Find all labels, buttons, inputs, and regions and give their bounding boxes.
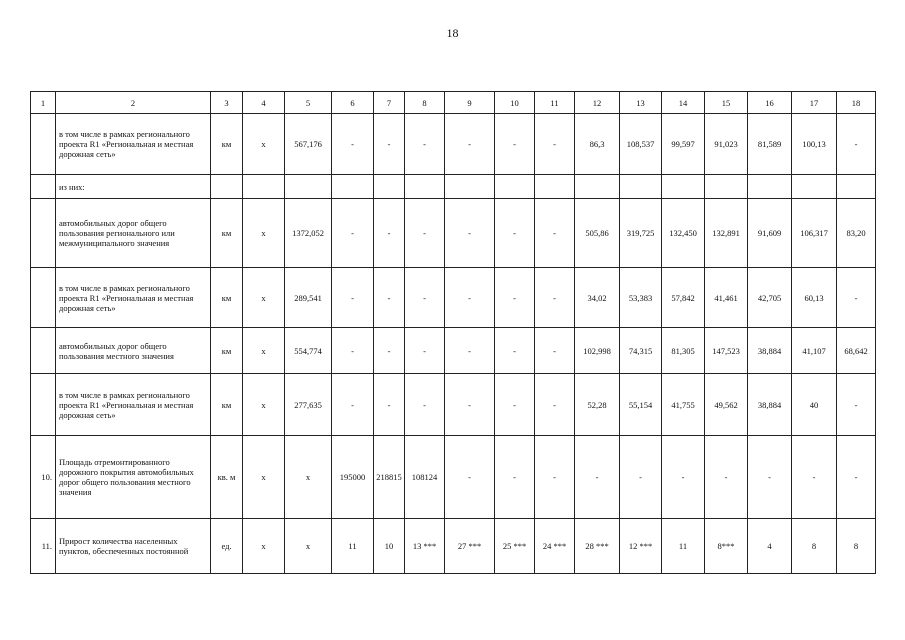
table-cell: х: [243, 328, 285, 374]
table-cell: х: [243, 374, 285, 436]
table-cell: -: [495, 436, 535, 519]
table-cell: -: [374, 374, 405, 436]
table-cell: 74,315: [620, 328, 662, 374]
table-cell: [445, 175, 495, 199]
table-cell: 13 ***: [405, 519, 445, 574]
row-number: [31, 114, 56, 175]
table-cell: х: [243, 114, 285, 175]
row-description: из них:: [56, 175, 211, 199]
table-cell: -: [445, 268, 495, 328]
row-description: Площадь отремонтированного дорожного покрытия автомобильных дорог общего пользования местного значения: [56, 436, 211, 519]
table-row: [31, 519, 876, 574]
unit-cell: ед.: [211, 519, 243, 574]
unit-cell: км: [211, 374, 243, 436]
table-cell: -: [332, 268, 374, 328]
table-cell: 8: [792, 519, 837, 574]
table-cell: -: [837, 268, 876, 328]
table-cell: -: [374, 268, 405, 328]
table-cell: 91,609: [748, 199, 792, 268]
table-cell: 1372,052: [285, 199, 332, 268]
row-description: в том числе в рамках регионального проекта R1 «Региональная и местная дорожная сеть»: [56, 114, 211, 175]
table-cell: 289,541: [285, 268, 332, 328]
row-number: 10.: [31, 436, 56, 519]
table-cell: 41,755: [662, 374, 705, 436]
row-description: автомобильных дорог общего пользования регионального или межмуниципального значения: [56, 199, 211, 268]
unit-cell: км: [211, 268, 243, 328]
table-cell: -: [495, 268, 535, 328]
table-cell: -: [405, 199, 445, 268]
table-cell: 319,725: [620, 199, 662, 268]
table-cell: -: [374, 114, 405, 175]
table-cell: -: [837, 114, 876, 175]
table-cell: 55,154: [620, 374, 662, 436]
table-cell: [705, 175, 748, 199]
table-cell: 41,461: [705, 268, 748, 328]
table-cell: 505,86: [575, 199, 620, 268]
table-cell: 81,589: [748, 114, 792, 175]
table-cell: 38,884: [748, 328, 792, 374]
table-cell: -: [535, 268, 575, 328]
table-cell: -: [535, 374, 575, 436]
table-cell: 41,107: [792, 328, 837, 374]
header-cell: 16: [748, 92, 792, 114]
table-cell: [748, 175, 792, 199]
table-cell: -: [445, 328, 495, 374]
header-cell: 12: [575, 92, 620, 114]
page-number: 18: [446, 26, 459, 40]
table-cell: -: [332, 114, 374, 175]
table-cell: 132,450: [662, 199, 705, 268]
table-cell: х: [243, 436, 285, 519]
table-cell: -: [535, 328, 575, 374]
table-cell: [792, 175, 837, 199]
header-cell: 6: [332, 92, 374, 114]
table-cell: 91,023: [705, 114, 748, 175]
header-row: [31, 92, 876, 114]
table-cell: -: [445, 199, 495, 268]
unit-cell: км: [211, 199, 243, 268]
table-cell: -: [535, 436, 575, 519]
table-cell: [620, 175, 662, 199]
table-cell: -: [495, 374, 535, 436]
row-number: 11.: [31, 519, 56, 574]
table-cell: 86,3: [575, 114, 620, 175]
unit-cell: км: [211, 328, 243, 374]
table-cell: х: [243, 199, 285, 268]
table-cell: 100,13: [792, 114, 837, 175]
table-cell: -: [535, 114, 575, 175]
table-cell: -: [792, 436, 837, 519]
table-cell: 49,562: [705, 374, 748, 436]
table-row: [31, 436, 876, 519]
table-cell: 27 ***: [445, 519, 495, 574]
table-cell: 53,383: [620, 268, 662, 328]
row-number: [31, 328, 56, 374]
row-description: в том числе в рамках регионального проекта R1 «Региональная и местная дорожная сеть»: [56, 268, 211, 328]
table-cell: -: [374, 328, 405, 374]
header-cell: 17: [792, 92, 837, 114]
table-cell: 68,642: [837, 328, 876, 374]
table-cell: 132,891: [705, 199, 748, 268]
table-cell: 34,02: [575, 268, 620, 328]
table-cell: х: [243, 519, 285, 574]
table-cell: 42,705: [748, 268, 792, 328]
table-cell: [837, 175, 876, 199]
table-cell: 567,176: [285, 114, 332, 175]
header-cell: 10: [495, 92, 535, 114]
table-cell: [662, 175, 705, 199]
table-cell: -: [575, 436, 620, 519]
table-cell: 25 ***: [495, 519, 535, 574]
table-cell: 108,537: [620, 114, 662, 175]
header-cell: 9: [445, 92, 495, 114]
table-row: [31, 175, 876, 199]
header-cell: 5: [285, 92, 332, 114]
table-row: [31, 328, 876, 374]
table-cell: 81,305: [662, 328, 705, 374]
table-cell: [332, 175, 374, 199]
header-cell: 13: [620, 92, 662, 114]
row-number: [31, 175, 56, 199]
header-cell: 11: [535, 92, 575, 114]
table-cell: 10: [374, 519, 405, 574]
table-cell: -: [495, 114, 535, 175]
table-cell: -: [445, 374, 495, 436]
table-row: [31, 268, 876, 328]
table-cell: 195000: [332, 436, 374, 519]
table-cell: 52,28: [575, 374, 620, 436]
table-cell: -: [748, 436, 792, 519]
table-cell: -: [620, 436, 662, 519]
table-cell: 106,317: [792, 199, 837, 268]
row-number: [31, 199, 56, 268]
table-cell: 11: [332, 519, 374, 574]
table-cell: 38,884: [748, 374, 792, 436]
header-cell: 1: [31, 92, 56, 114]
header-cell: 3: [211, 92, 243, 114]
unit-cell: кв. м: [211, 436, 243, 519]
table-cell: -: [374, 199, 405, 268]
table-cell: х: [285, 436, 332, 519]
header-cell: 7: [374, 92, 405, 114]
data-table: [30, 91, 876, 574]
table-cell: 12 ***: [620, 519, 662, 574]
table-cell: 60,13: [792, 268, 837, 328]
table-cell: 99,597: [662, 114, 705, 175]
table-cell: 57,842: [662, 268, 705, 328]
table-row: [31, 374, 876, 436]
table-cell: -: [405, 374, 445, 436]
table-cell: 218815: [374, 436, 405, 519]
header-cell: 4: [243, 92, 285, 114]
table-cell: 554,774: [285, 328, 332, 374]
table-cell: 8***: [705, 519, 748, 574]
table-cell: 147,523: [705, 328, 748, 374]
table-cell: 108124: [405, 436, 445, 519]
row-number: [31, 268, 56, 328]
unit-cell: [211, 175, 243, 199]
table-cell: -: [705, 436, 748, 519]
header-cell: 8: [405, 92, 445, 114]
unit-cell: км: [211, 114, 243, 175]
row-number: [31, 374, 56, 436]
table-cell: 40: [792, 374, 837, 436]
table-cell: -: [445, 114, 495, 175]
table-cell: [374, 175, 405, 199]
table-cell: [535, 175, 575, 199]
table-cell: -: [837, 436, 876, 519]
table-row: [31, 199, 876, 268]
table-cell: [405, 175, 445, 199]
table-cell: -: [495, 328, 535, 374]
table-cell: х: [243, 268, 285, 328]
table-cell: -: [535, 199, 575, 268]
table-cell: 11: [662, 519, 705, 574]
table-cell: 4: [748, 519, 792, 574]
table-cell: -: [445, 436, 495, 519]
row-description: в том числе в рамках регионального проекта R1 «Региональная и местная дорожная сеть»: [56, 374, 211, 436]
row-description: Прирост количества населенных пунктов, обеспеченных постоянной: [56, 519, 211, 574]
table-cell: -: [405, 268, 445, 328]
header-cell: 14: [662, 92, 705, 114]
table-cell: 102,998: [575, 328, 620, 374]
table-cell: х: [285, 519, 332, 574]
header-cell: 2: [56, 92, 211, 114]
table-cell: -: [495, 199, 535, 268]
table-cell: 8: [837, 519, 876, 574]
header-cell: 18: [837, 92, 876, 114]
table-cell: 28 ***: [575, 519, 620, 574]
table-cell: [495, 175, 535, 199]
table-cell: -: [332, 374, 374, 436]
table-cell: [243, 175, 285, 199]
table-cell: [575, 175, 620, 199]
table-cell: -: [332, 199, 374, 268]
table-cell: -: [405, 114, 445, 175]
table-cell: [285, 175, 332, 199]
table-cell: -: [662, 436, 705, 519]
table-cell: 24 ***: [535, 519, 575, 574]
table-row: [31, 114, 876, 175]
header-cell: 15: [705, 92, 748, 114]
table-cell: 277,635: [285, 374, 332, 436]
table-cell: -: [332, 328, 374, 374]
row-description: автомобильных дорог общего пользования местного значения: [56, 328, 211, 374]
table-cell: 83,20: [837, 199, 876, 268]
table-cell: -: [837, 374, 876, 436]
table-cell: -: [405, 328, 445, 374]
